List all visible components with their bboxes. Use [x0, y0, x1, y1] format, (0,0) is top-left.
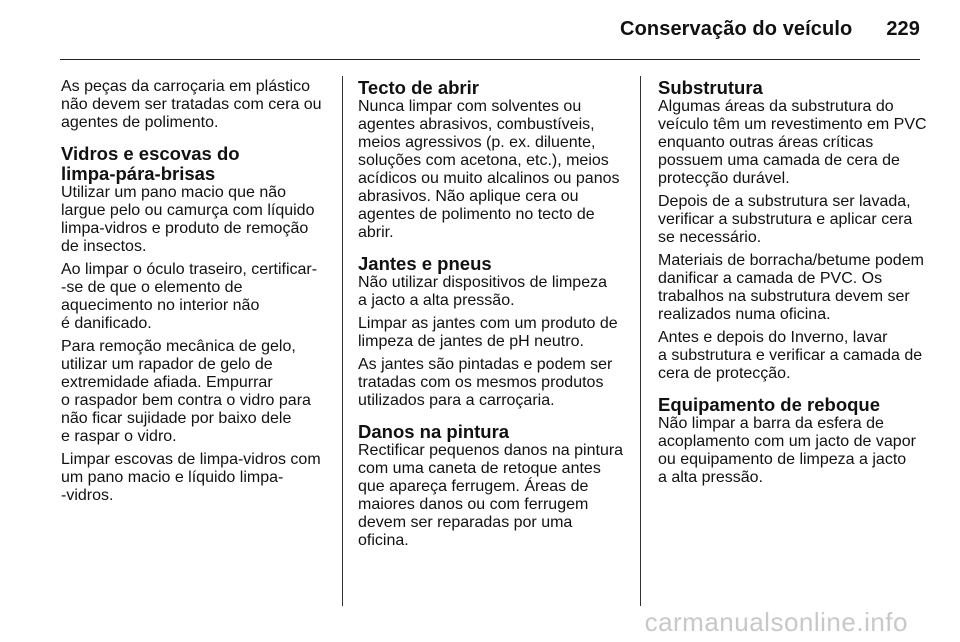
text-line: se necessário. — [658, 229, 762, 246]
text-line: é danificado. — [61, 315, 152, 332]
text-line: utilizar um rapador de gelo de — [61, 356, 273, 373]
text-line: agentes de polimento. — [61, 114, 219, 131]
text-line: Jantes e pneus — [358, 253, 492, 274]
paragraph — [61, 338, 329, 446]
text-line: Limpar escovas de limpa-vidros com — [61, 451, 321, 468]
text-line: Ao limpar o óculo traseiro, certificar- — [61, 261, 318, 278]
paragraph — [358, 315, 628, 351]
paragraph — [658, 98, 928, 188]
section-heading — [61, 144, 329, 184]
text-line: que apareça ferrugem. Áreas de — [358, 478, 589, 495]
paragraph — [358, 274, 628, 310]
text-line: a alta pressão. — [658, 469, 763, 486]
text-line: Nunca limpar com solventes ou — [358, 98, 582, 115]
section-heading — [658, 78, 928, 98]
text-line: e raspar o vidro. — [61, 428, 177, 445]
text-line: aquecimento no interior não — [61, 297, 260, 314]
watermark-text: carmanualsonline.info — [644, 607, 908, 637]
text-line: oficina. — [358, 532, 409, 549]
text-line: ou equipamento de limpeza a jacto — [658, 451, 907, 468]
text-line: a substrutura e verificar a camada de — [658, 347, 923, 364]
paragraph — [61, 261, 329, 333]
text-line: trabalhos na substrutura devem ser — [658, 288, 910, 305]
section-heading — [358, 78, 628, 98]
text-line: agentes abrasivos, combustíveis, — [358, 116, 595, 133]
text-line: veículo têm um revestimento em PVC — [658, 116, 927, 133]
text-line: possuem uma camada de cera de — [658, 152, 900, 169]
text-line: meios agressivos (p. ex. diluente, — [358, 134, 596, 151]
text-line: protecção durável. — [658, 170, 790, 187]
text-line: Danos na pintura — [358, 421, 510, 442]
paragraph — [658, 415, 928, 487]
text-line: Antes e depois do Inverno, lavar — [658, 329, 888, 346]
column-2 — [358, 78, 628, 555]
text-line: verificar a substrutura e aplicar cera — [658, 211, 913, 228]
text-line: Vidros e escovas do — [61, 143, 240, 164]
section-heading — [358, 254, 628, 274]
text-line: -vidros. — [61, 487, 114, 504]
text-line: de insectos. — [61, 238, 147, 255]
text-line: Limpar as jantes com um produto de — [358, 315, 618, 332]
text-line: limpeza de jantes de pH neutro. — [358, 333, 584, 350]
text-line: Materiais de borracha/betume podem — [658, 252, 924, 269]
text-line: acoplamento com um jacto de vapor — [658, 433, 916, 450]
section-title: Conservação do veículo — [620, 17, 853, 40]
text-line: com uma caneta de retoque antes — [358, 460, 601, 477]
header-rule — [60, 59, 920, 60]
text-line: agentes de polimento no tecto de — [358, 206, 595, 223]
text-line: Equipamento de reboque — [658, 394, 881, 415]
text-line: um pano macio e líquido limpa- — [61, 469, 284, 486]
text-line: utilizados para a carroçaria. — [358, 392, 555, 409]
text-line: cera de protecção. — [658, 365, 791, 382]
text-line: Tecto de abrir — [358, 77, 479, 98]
text-line: não devem ser tratadas com cera ou — [61, 96, 322, 113]
text-line: danificar a camada de PVC. Os — [658, 270, 883, 287]
text-line: limpa-vidros e produto de remoção — [61, 220, 309, 237]
text-line: devem ser reparadas por uma — [358, 514, 573, 531]
text-line: maiores danos ou com ferrugem — [358, 496, 589, 513]
text-line: Não utilizar dispositivos de limpeza — [358, 274, 607, 291]
text-line: Utilizar um pano macio que não — [61, 184, 287, 201]
text-line: Não limpar a barra da esfera de — [658, 415, 884, 432]
text-line: Substrutura — [658, 77, 763, 98]
column-divider — [640, 76, 641, 606]
paragraph — [658, 329, 928, 383]
page-number: 229 — [886, 17, 920, 40]
text-line: extremidade afiada. Empurrar — [61, 374, 273, 391]
text-line: As peças da carroçaria em plástico — [61, 78, 310, 95]
paragraph — [358, 98, 628, 242]
paragraph — [61, 184, 329, 256]
text-line: abrasivos. Não aplique cera ou — [358, 188, 579, 205]
paragraph — [61, 451, 329, 505]
text-line: não ficar sujidade por baixo dele — [61, 410, 292, 427]
text-line: limpa-pára-brisas — [61, 163, 216, 184]
section-heading — [358, 422, 628, 442]
text-line: soluções com acetona, etc.), meios — [358, 152, 609, 169]
text-line: Para remoção mecânica de gelo, — [61, 338, 296, 355]
text-line: -se de que o elemento de — [61, 279, 243, 296]
paragraph — [61, 78, 329, 132]
page-header — [60, 14, 920, 44]
text-line: realizados numa oficina. — [658, 306, 831, 323]
paragraph — [658, 252, 928, 324]
column-divider — [342, 76, 343, 606]
column-1 — [61, 78, 329, 510]
text-line: Rectificar pequenos danos na pintura — [358, 442, 624, 459]
text-line: a jacto a alta pressão. — [358, 292, 515, 309]
paragraph — [358, 442, 628, 550]
text-line: o raspador bem contra o vidro para — [61, 392, 311, 409]
text-line: Depois de a substrutura ser lavada, — [658, 193, 911, 210]
text-line: largue pelo ou camurça com líquido — [61, 202, 315, 219]
text-line: enquanto outras áreas críticas — [658, 134, 874, 151]
column-3 — [658, 78, 928, 492]
text-line: abrir. — [358, 224, 394, 241]
text-line: As jantes são pintadas e podem ser — [358, 356, 613, 373]
text-line: Algumas áreas da substrutura do — [658, 98, 894, 115]
text-line: acídicos ou muito alcalinos ou panos — [358, 170, 620, 187]
section-heading — [658, 395, 928, 415]
paragraph — [658, 193, 928, 247]
paragraph — [358, 356, 628, 410]
text-line: tratadas com os mesmos produtos — [358, 374, 604, 391]
